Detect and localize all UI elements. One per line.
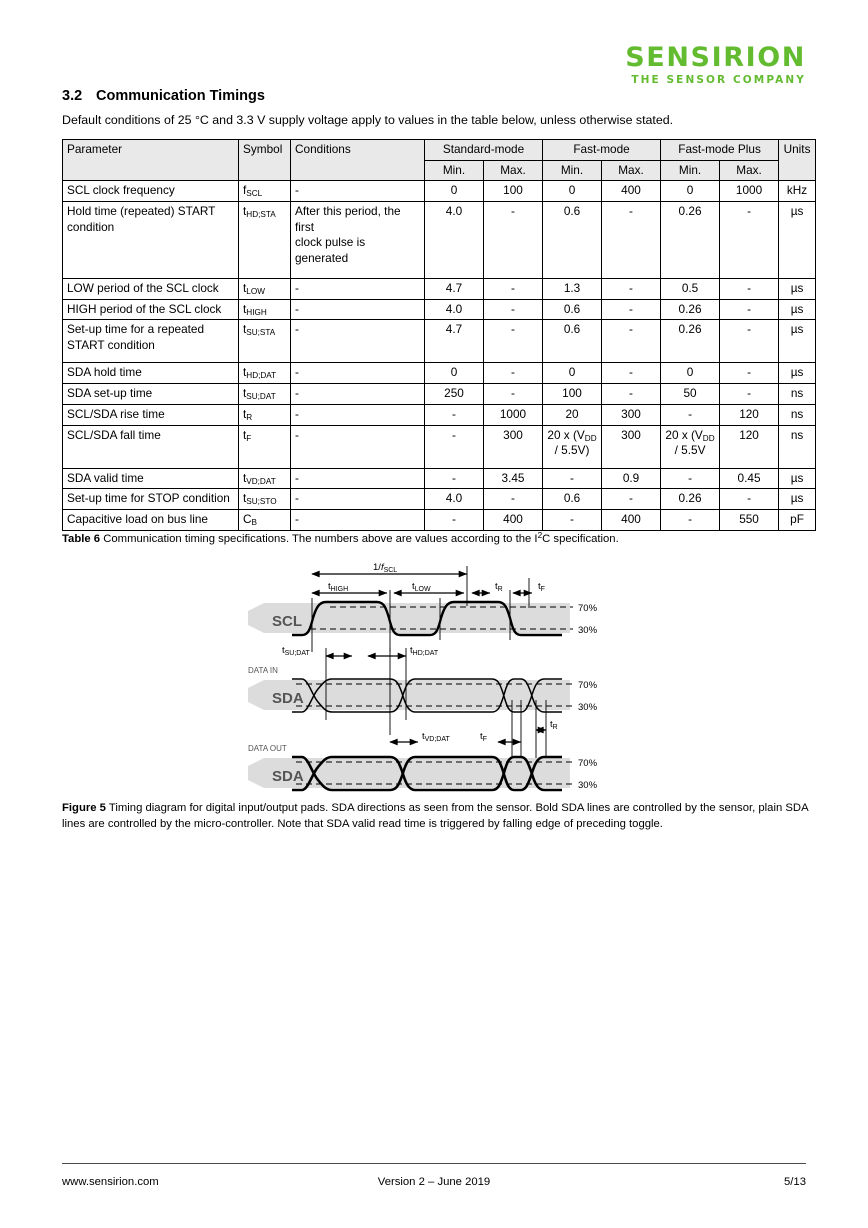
cell-parameter: SDA set-up time [63,384,239,405]
cell-parameter: SCL/SDA rise time [63,404,239,425]
th-fast-max: Max. [602,160,661,181]
cell-symbol: $t_{SU;DAT}$ [239,384,291,405]
scl-label: SCL [272,613,302,630]
cell-conditions: - [291,404,425,425]
cell-fast-min: 0 [543,363,602,384]
scl-level-high: 70% [578,603,598,614]
section-title: Communication Timings [96,88,265,104]
data-in-label: DATA IN [248,666,278,675]
annotation-tsudat: $t_{SU;DAT}$ [282,645,310,657]
cell-plus-min: 0.26 [661,299,720,320]
cell-plus-min: - [661,404,720,425]
cell-std-min: 4.7 [425,320,484,363]
cell-std-max: 400 [484,509,543,530]
intro-paragraph: Default conditions of 25 °C and 3.3 V supply voltage apply to values in the table below, unless otherwise stated. [62,113,674,127]
section-number: 3.2 [62,88,83,104]
cell-fast-min: 100 [543,384,602,405]
sda-out-level-high: 70% [578,758,598,769]
cell-conditions: - [291,279,425,300]
cell-symbol: $t_{HD;DAT}$ [239,363,291,384]
cell-conditions: - [291,181,425,202]
cell-fast-max: 300 [602,404,661,425]
cell-std-min: 4.7 [425,279,484,300]
cell-std-max: - [484,320,543,363]
cell-std-min: - [425,468,484,489]
annotation-tr-sda: $t_R$ [550,719,558,731]
annotation-tr-scl: $t_R$ [495,581,503,593]
cell-fast-max: - [602,489,661,510]
cell-plus-max: 120 [720,404,779,425]
table-row [63,468,816,489]
cell-std-min: 4.0 [425,489,484,510]
th-fast-mode-plus: Fast-mode Plus [661,140,779,161]
th-units: Units [779,140,816,181]
sensirion-logo [625,44,806,86]
figure-caption-text: Timing diagram for digital input/output pads. SDA directions as seen from the sensor. Bold SDA lines are controlled by the sensor, plain SDA lines are controlled by the micro-controller. Note that SDA valid read time is triggered by falling edge of preceding toggle. [62,802,808,831]
cell-plus-max: - [720,384,779,405]
footer-version: Version 2 – June 2019 [377,1176,491,1188]
communication-timings-table [62,139,816,531]
cell-std-max: 300 [484,425,543,468]
cell-plus-min: - [661,468,720,489]
footer-page-number: 5/13 [784,1176,806,1188]
sda-out-level-low: 30% [578,780,598,791]
cell-std-max: - [484,202,543,279]
cell-plus-max: 0.45 [720,468,779,489]
cell-std-min: 4.0 [425,299,484,320]
cell-units: µs [779,363,816,384]
cell-plus-max: - [720,363,779,384]
cell-std-min: - [425,509,484,530]
cell-fast-min: 0.6 [543,489,602,510]
cell-symbol: $t_F$ [239,425,291,468]
cell-std-max: - [484,384,543,405]
annotation-tf-scl: $t_F$ [538,581,545,593]
figure-caption [62,800,810,832]
cell-plus-max: - [720,320,779,363]
cell-plus-max: - [720,202,779,279]
cell-plus-min: 0.5 [661,279,720,300]
cell-symbol: $f_{SCL}$ [239,181,291,202]
cell-fast-max: - [602,279,661,300]
footer-divider [62,1163,806,1164]
cell-fast-max: - [602,363,661,384]
th-fast-min: Min. [543,160,602,181]
cell-parameter: HIGH period of the SCL clock [63,299,239,320]
cell-fast-min: 0.6 [543,320,602,363]
table-row [63,384,816,405]
cell-units: ns [779,404,816,425]
annotation-tlow: $t_{LOW}$ [412,581,431,593]
cell-fast-min: - [543,509,602,530]
cell-plus-max: 120 [720,425,779,468]
table-row [63,425,816,468]
table-body [63,181,816,530]
th-plus-min: Min. [661,160,720,181]
timing-diagram-figure [240,560,630,800]
cell-fast-max: - [602,320,661,363]
cell-plus-min: 0 [661,181,720,202]
table-caption-label: Table 6 [62,533,101,545]
th-conditions: Conditions [291,140,425,181]
cell-fast-min: - [543,468,602,489]
annotation-thigh: $t_{HIGH}$ [328,581,349,593]
cell-symbol: $t_{SU;STA}$ [239,320,291,363]
table-header-row-groups [63,140,816,161]
cell-std-max: - [484,279,543,300]
scl-level-low: 30% [578,625,598,636]
section-heading [62,88,265,104]
table-row [63,299,816,320]
cell-std-max: 3.45 [484,468,543,489]
cell-plus-min: 20 x ($V_{DD} / 5.5V$ [661,425,720,468]
cell-fast-max: - [602,384,661,405]
cell-plus-min: - [661,509,720,530]
footer-website[interactable]: www.sensirion.com [62,1176,159,1188]
cell-units: µs [779,489,816,510]
cell-std-min: 0 [425,363,484,384]
cell-parameter: SCL/SDA fall time [63,425,239,468]
cell-conditions: - [291,363,425,384]
cell-symbol: $t_{VD;DAT}$ [239,468,291,489]
table-row [63,489,816,510]
cell-parameter: LOW period of the SCL clock [63,279,239,300]
th-std-max: Max. [484,160,543,181]
table-header [63,140,816,181]
annotation-1-over-fscl: $1/f_{SCL}$ [373,562,398,574]
cell-units: ns [779,384,816,405]
th-symbol: Symbol [239,140,291,181]
th-plus-max: Max. [720,160,779,181]
cell-plus-min: 0.26 [661,202,720,279]
cell-symbol: $t_{SU;STO}$ [239,489,291,510]
table-caption [62,533,619,545]
cell-std-min: 0 [425,181,484,202]
sda-in-label: SDA [272,690,304,707]
cell-units: µs [779,202,816,279]
cell-conditions: - [291,384,425,405]
cell-units: µs [779,320,816,363]
cell-symbol: $t_R$ [239,404,291,425]
table-row [63,279,816,300]
data-out-label: DATA OUT [248,744,287,753]
table-caption-text-after: C specification. [542,533,619,545]
cell-fast-min: 0.6 [543,299,602,320]
cell-fast-min: 0 [543,181,602,202]
logo-tagline: THE SENSOR COMPANY [631,74,806,86]
cell-std-min: - [425,404,484,425]
table-row [63,181,816,202]
cell-conditions: - [291,425,425,468]
cell-plus-max: 550 [720,509,779,530]
cell-parameter: Set-up time for a repeated START condition [63,320,239,363]
cell-parameter: SDA valid time [63,468,239,489]
cell-std-max: - [484,299,543,320]
table-row [63,202,816,279]
cell-parameter: SDA hold time [63,363,239,384]
cell-conditions: - [291,509,425,530]
cell-fast-min: 0.6 [543,202,602,279]
table-row [63,404,816,425]
cell-plus-max: - [720,279,779,300]
cell-fast-max: - [602,299,661,320]
th-fast-mode: Fast-mode [543,140,661,161]
cell-plus-max: - [720,299,779,320]
cell-symbol: $t_{HD;STA}$ [239,202,291,279]
cell-fast-max: 0.9 [602,468,661,489]
cell-conditions: - [291,489,425,510]
logo-wordmark: SENSIRION [625,42,806,73]
cell-units: ns [779,425,816,468]
annotation-tvddat: $t_{VD;DAT}$ [422,731,450,743]
cell-parameter: Capacitive load on bus line [63,509,239,530]
cell-plus-max: - [720,489,779,510]
cell-fast-max: 400 [602,509,661,530]
cell-parameter: Set-up time for STOP condition [63,489,239,510]
cell-fast-max: 400 [602,181,661,202]
cell-std-min: 250 [425,384,484,405]
table-row [63,509,816,530]
cell-fast-min: 1.3 [543,279,602,300]
cell-plus-min: 50 [661,384,720,405]
cell-units: pF [779,509,816,530]
cell-plus-max: 1000 [720,181,779,202]
cell-std-max: 100 [484,181,543,202]
cell-conditions: - [291,299,425,320]
cell-fast-max: - [602,202,661,279]
cell-std-min: - [425,425,484,468]
sda-in-level-high: 70% [578,680,598,691]
cell-fast-min: 20 x $(V_{DD} / 5.5V)$ [543,425,602,468]
cell-plus-min: 0.26 [661,489,720,510]
annotation-tf-sda: $t_F$ [480,731,487,743]
cell-symbol: $t_{HIGH}$ [239,299,291,320]
cell-std-max: - [484,363,543,384]
th-parameter: Parameter [63,140,239,181]
annotation-thddat: $t_{HD;DAT}$ [410,645,439,657]
th-std-min: Min. [425,160,484,181]
cell-plus-min: 0 [661,363,720,384]
cell-units: µs [779,299,816,320]
table-caption-superscript: 2 [537,531,543,540]
cell-fast-min: 20 [543,404,602,425]
cell-units: µs [779,468,816,489]
sda-in-level-low: 30% [578,702,598,713]
cell-symbol: $C_B$ [239,509,291,530]
cell-symbol: $t_{LOW}$ [239,279,291,300]
cell-conditions: After this period, the first clock pulse is generated [291,202,425,279]
table-caption-text-before: Communication timing specifications. The numbers above are values according to the I [100,533,538,545]
th-standard-mode: Standard-mode [425,140,543,161]
cell-std-max: 1000 [484,404,543,425]
cell-parameter: SCL clock frequency [63,181,239,202]
cell-units: µs [779,279,816,300]
table-row [63,363,816,384]
cell-std-max: - [484,489,543,510]
figure-caption-label: Figure 5 [62,802,106,814]
cell-fast-max: 300 [602,425,661,468]
table-row [63,320,816,363]
cell-units: kHz [779,181,816,202]
cell-parameter: Hold time (repeated) START condition [63,202,239,279]
sda-out-label: SDA [272,768,304,785]
cell-conditions: - [291,320,425,363]
cell-conditions: - [291,468,425,489]
cell-std-min: 4.0 [425,202,484,279]
cell-plus-min: 0.26 [661,320,720,363]
